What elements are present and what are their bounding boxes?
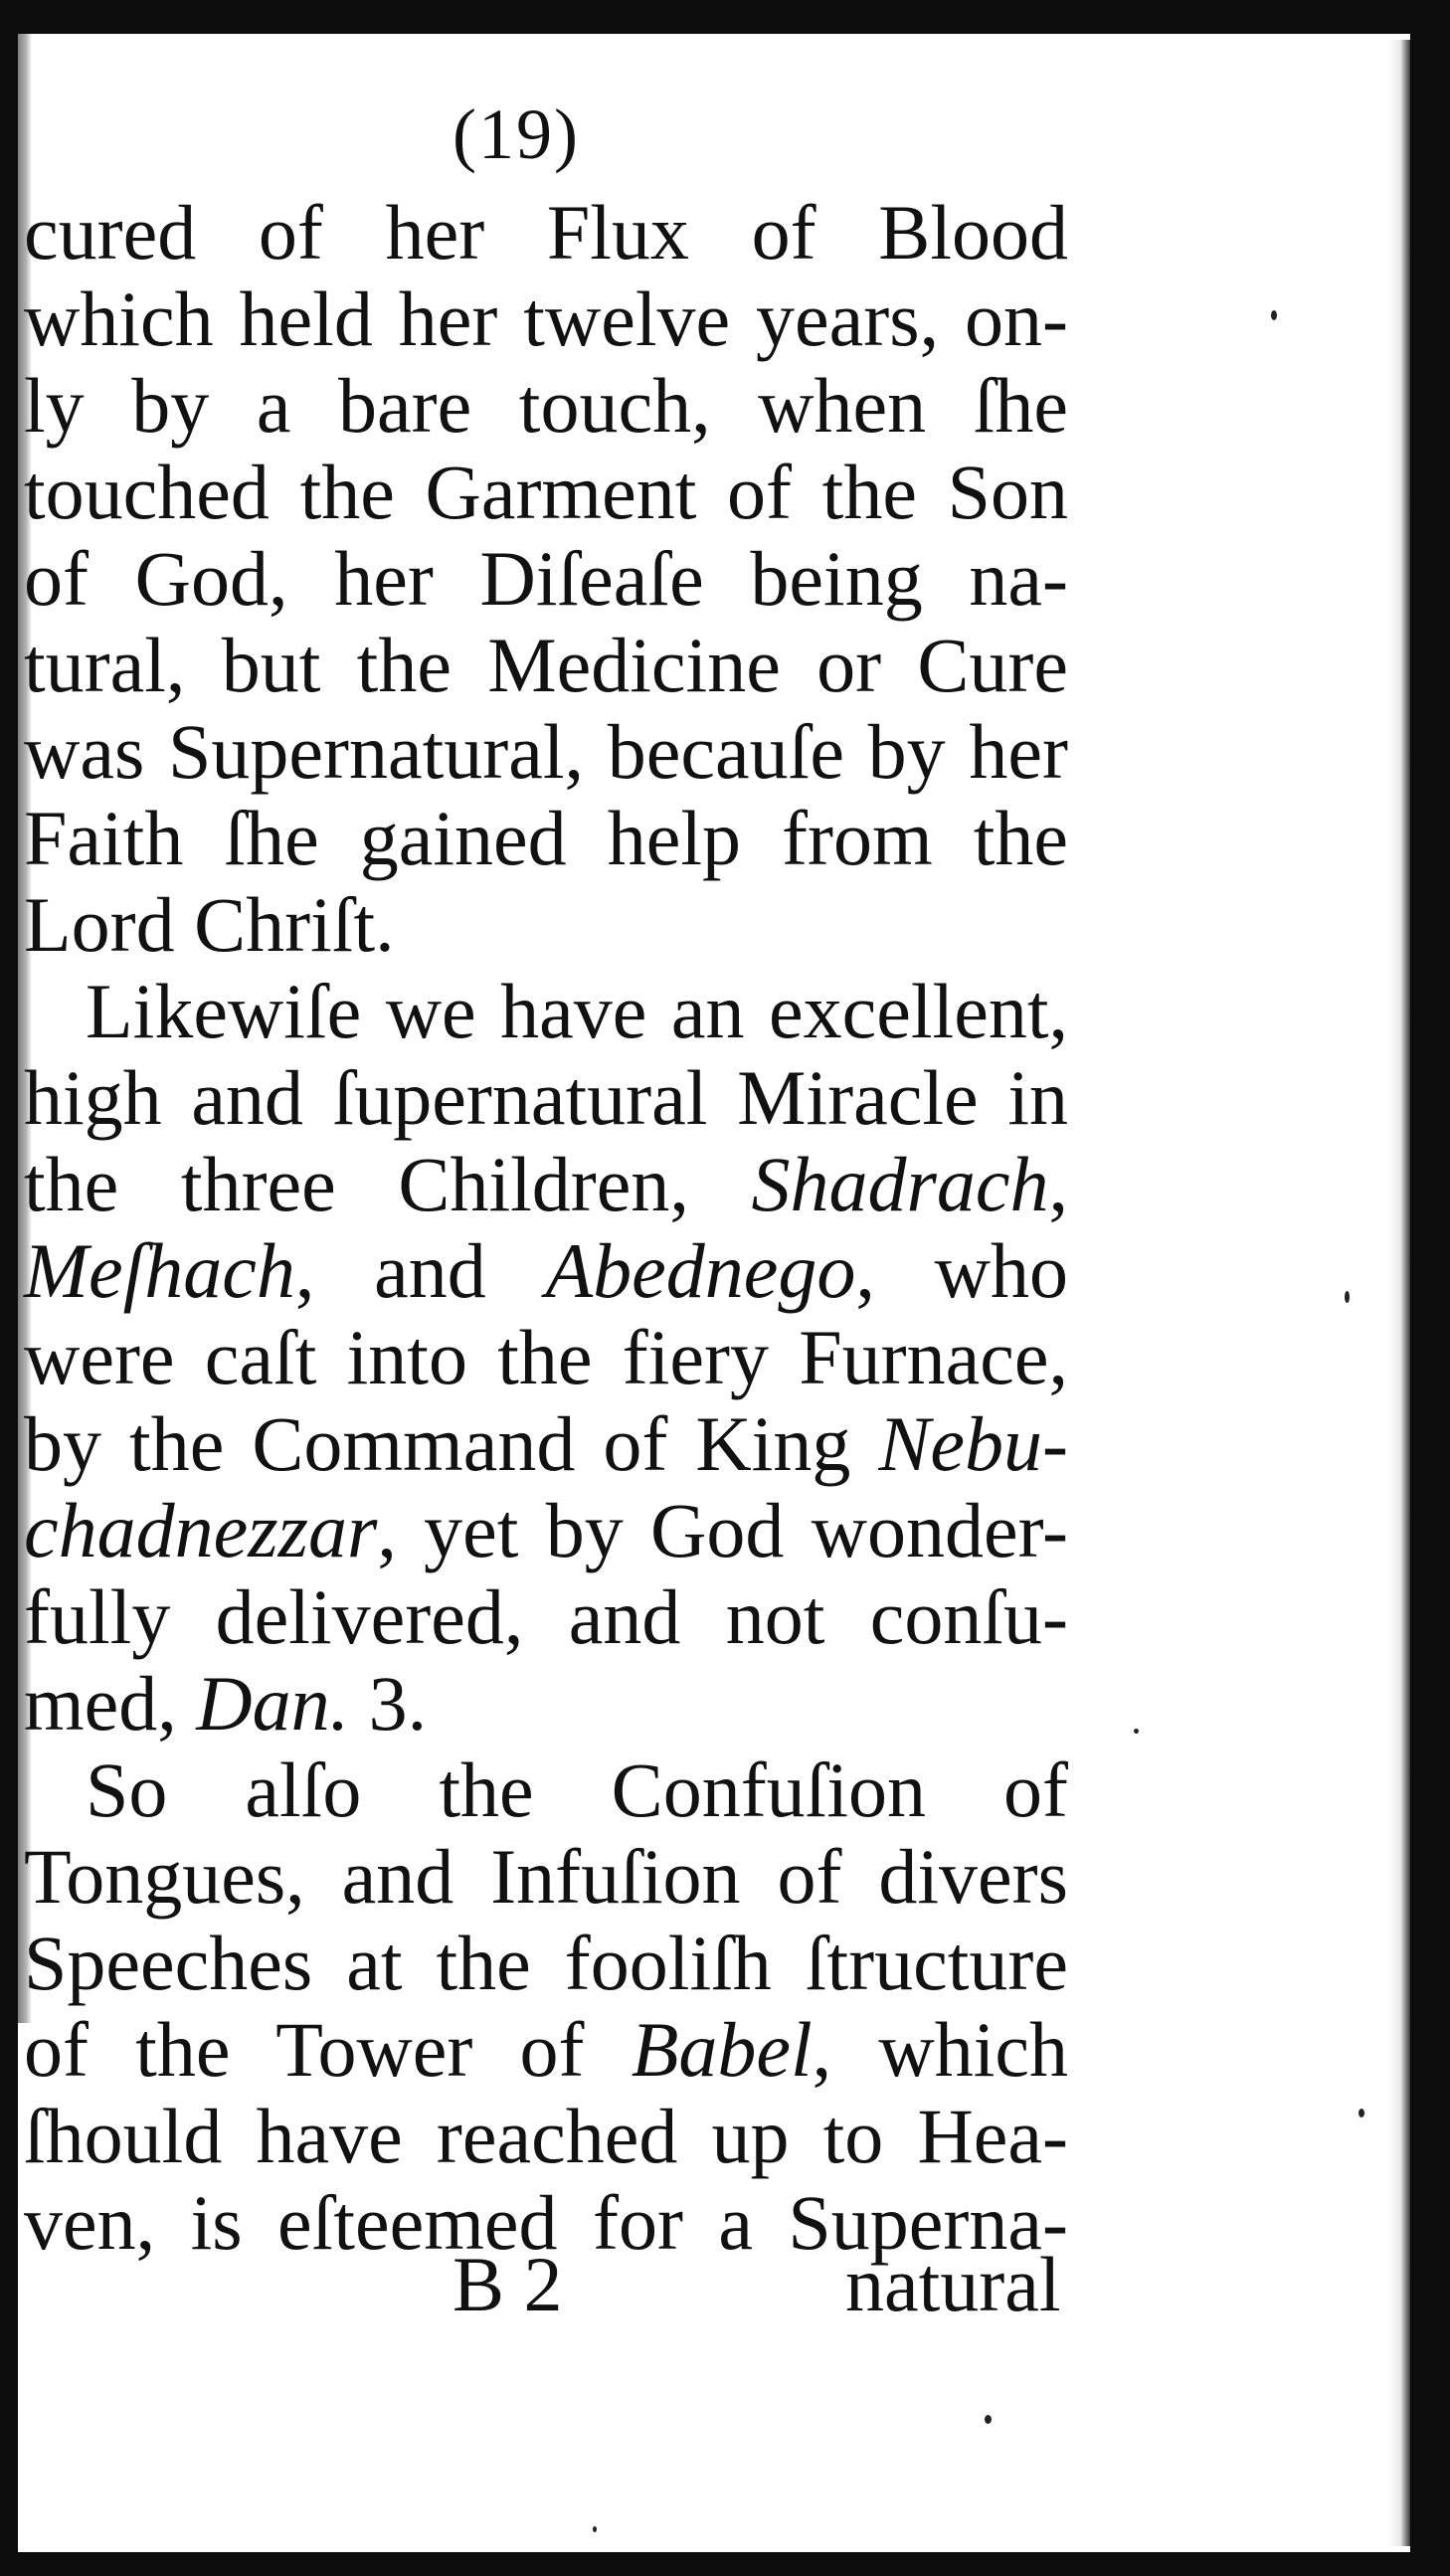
paragraph-start-line: Likewiſe we have an excellent, (86, 968, 1068, 1054)
italic-name: Shadrach (751, 1141, 1049, 1227)
text-line: ven, is eſteemed for a Superna- (24, 2179, 1068, 2266)
text-line: Lord Chriſt. (24, 881, 395, 968)
body-text (24, 189, 1068, 2266)
italic-name: Babel (631, 2006, 813, 2093)
text-line: was Supernatural, becauſe by her (24, 708, 1068, 795)
paragraph-start-line: So alſo the Confuſion of (86, 1747, 1068, 1833)
italic-name: Meſhach (24, 1227, 295, 1314)
catchword: natural (845, 2241, 1061, 2327)
italic-name: Nebu- (878, 1400, 1068, 1487)
text-line: ſhould have reached up to Hea- (24, 2093, 1068, 2179)
text-line: chadnezzar, yet by God wonder- (24, 1487, 1068, 1573)
text-line: which held her twelve years, on- (24, 276, 1068, 362)
ink-speck (1359, 2109, 1364, 2117)
text-line: tural, but the Medicine or Cure (24, 622, 1068, 708)
text-line: the three Children, Shadrach, (24, 1141, 1068, 1227)
ink-speck (1134, 1729, 1139, 1734)
page-footer (0, 2241, 1450, 2330)
ink-speck (1345, 1291, 1350, 1303)
italic-name: Abednego (545, 1227, 856, 1314)
signature-mark: B 2 (453, 2241, 563, 2327)
text-line: Speeches at the fooliſh ſtructure (24, 1920, 1068, 2006)
text-line: Meſhach, and Abednego, who (24, 1227, 1068, 1314)
italic-name: chadnezzar (24, 1487, 378, 1573)
ink-speck (985, 2415, 992, 2424)
italic-reference: Dan. (196, 1660, 350, 1747)
text-line: med, Dan. 3. (24, 1660, 428, 1747)
text-line: Faith ſhe gained help from the (24, 795, 1068, 881)
text-line: by the Command of King Nebu- (24, 1400, 1068, 1487)
text-line: cured of her Flux of Blood (24, 189, 1068, 276)
ink-speck (593, 2526, 597, 2532)
text-line: fully delivered, and not conſu- (24, 1573, 1068, 1660)
text-line: were caſt into the fiery Furnace, (24, 1314, 1068, 1400)
page-number: (19) (453, 94, 580, 174)
text-line: Tongues, and Infuſion of divers (24, 1833, 1068, 1920)
text-line: ly by a bare touch, when ſhe (24, 362, 1068, 449)
text-line: of God, her Diſeaſe being na- (24, 535, 1068, 622)
ink-speck (1271, 310, 1277, 320)
text-line: high and ſupernatural Miracle in (24, 1054, 1068, 1141)
text-line: of the Tower of Babel, which (24, 2006, 1068, 2093)
text-line: touched the Garment of the Son (24, 449, 1068, 535)
